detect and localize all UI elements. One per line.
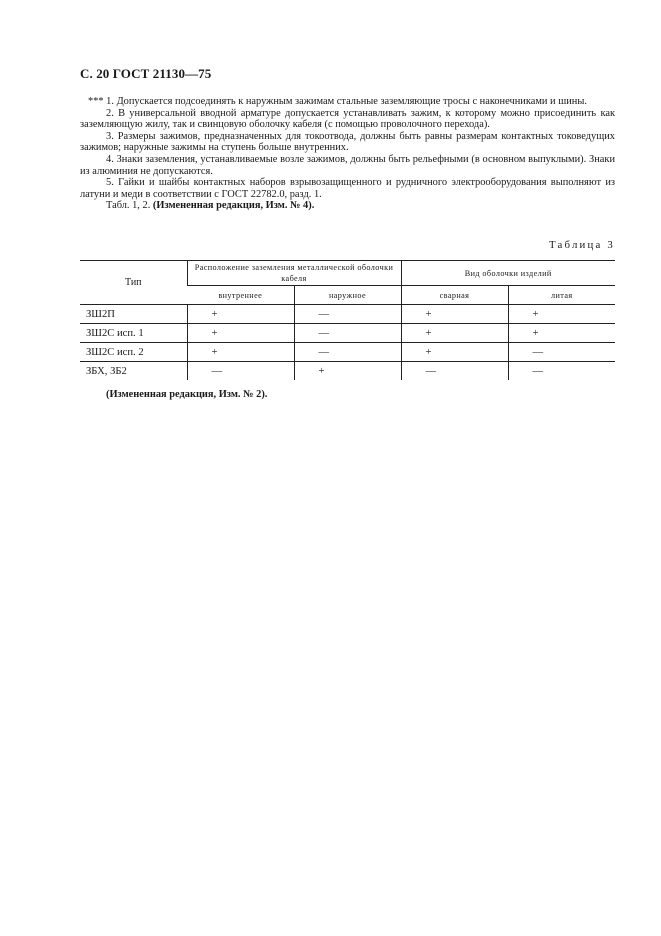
note-6-prefix: Табл. 1, 2.	[106, 200, 151, 212]
cell-internal: +	[187, 324, 294, 343]
note-4: 4. Знаки заземления, устанавливаемые возле зажимов, должны быть рельефными (в основном выпуклыми). Знаки из алюминия не допускаются.	[80, 153, 615, 177]
col-header-internal: внутреннее	[187, 286, 294, 305]
table-row	[80, 362, 615, 381]
col-header-type: Тип	[80, 261, 187, 305]
cell-internal: +	[187, 305, 294, 324]
cell-external: —	[294, 305, 401, 324]
amendment-note: (Измененная редакция, Изм. № 2).	[106, 389, 268, 400]
cell-cast: —	[508, 362, 615, 381]
note-5: 5. Гайки и шайбы контактных наборов взрывозащищенного и рудничного электрооборудования выполняют из латуни и меди в соответствии с ГОСТ 22782.0, разд. 1.	[80, 177, 615, 200]
col-header-grounding-location: Расположение заземления металлической оболочки кабеля	[187, 261, 401, 286]
cell-internal: —	[187, 362, 294, 381]
cell-external: +	[294, 362, 401, 381]
cell-welded: +	[401, 324, 508, 343]
cell-external: —	[294, 343, 401, 362]
col-header-cast: литая	[508, 286, 615, 305]
cell-welded: +	[401, 305, 508, 324]
cell-cast: +	[508, 324, 615, 343]
cell-cast: —	[508, 343, 615, 362]
row-type: ЗШ2С исп. 1	[80, 324, 187, 343]
table-caption: Таблица 3	[549, 239, 615, 251]
col-header-welded: сварная	[401, 286, 508, 305]
table-row	[80, 343, 615, 362]
cell-cast: +	[508, 305, 615, 324]
note-2: 2. В универсальной вводной арматуре допускается устанавливать зажим, к которому можно присоединить как заземляющую жилу, так и свинцовую оболочку кабеля (с помощью проволочного перехода).	[80, 107, 615, 131]
row-type: ЗШ2П	[80, 305, 187, 324]
table-row	[80, 305, 615, 324]
page-title: С. 20 ГОСТ 21130—75	[80, 66, 212, 81]
note-1: *** 1. Допускается подсоединять к наружным зажимам стальные заземляющие тросы с наконечниками и шины.	[88, 96, 587, 107]
note-6	[80, 200, 615, 212]
col-header-external: наружное	[294, 286, 401, 305]
row-type: ЗШ2С исп. 2	[80, 343, 187, 362]
table-3	[80, 260, 615, 380]
table-row	[80, 324, 615, 343]
note-6-amendment: (Измененная редакция, Изм. № 4).	[152, 200, 315, 212]
cell-external: —	[294, 324, 401, 343]
row-type: ЗБХ, ЗБ2	[86, 365, 127, 377]
cell-welded: +	[401, 343, 508, 362]
notes-section	[80, 96, 615, 212]
note-3: 3. Размеры зажимов, предназначенных для токоотвода, должны быть равны размерам контактных токоведущих зажимов; наружные зажимы на ступень больше внутренних.	[80, 130, 615, 154]
cell-welded: —	[401, 362, 508, 381]
cell-internal: +	[187, 343, 294, 362]
col-header-shell-type: Вид оболочки изделий	[401, 261, 615, 286]
